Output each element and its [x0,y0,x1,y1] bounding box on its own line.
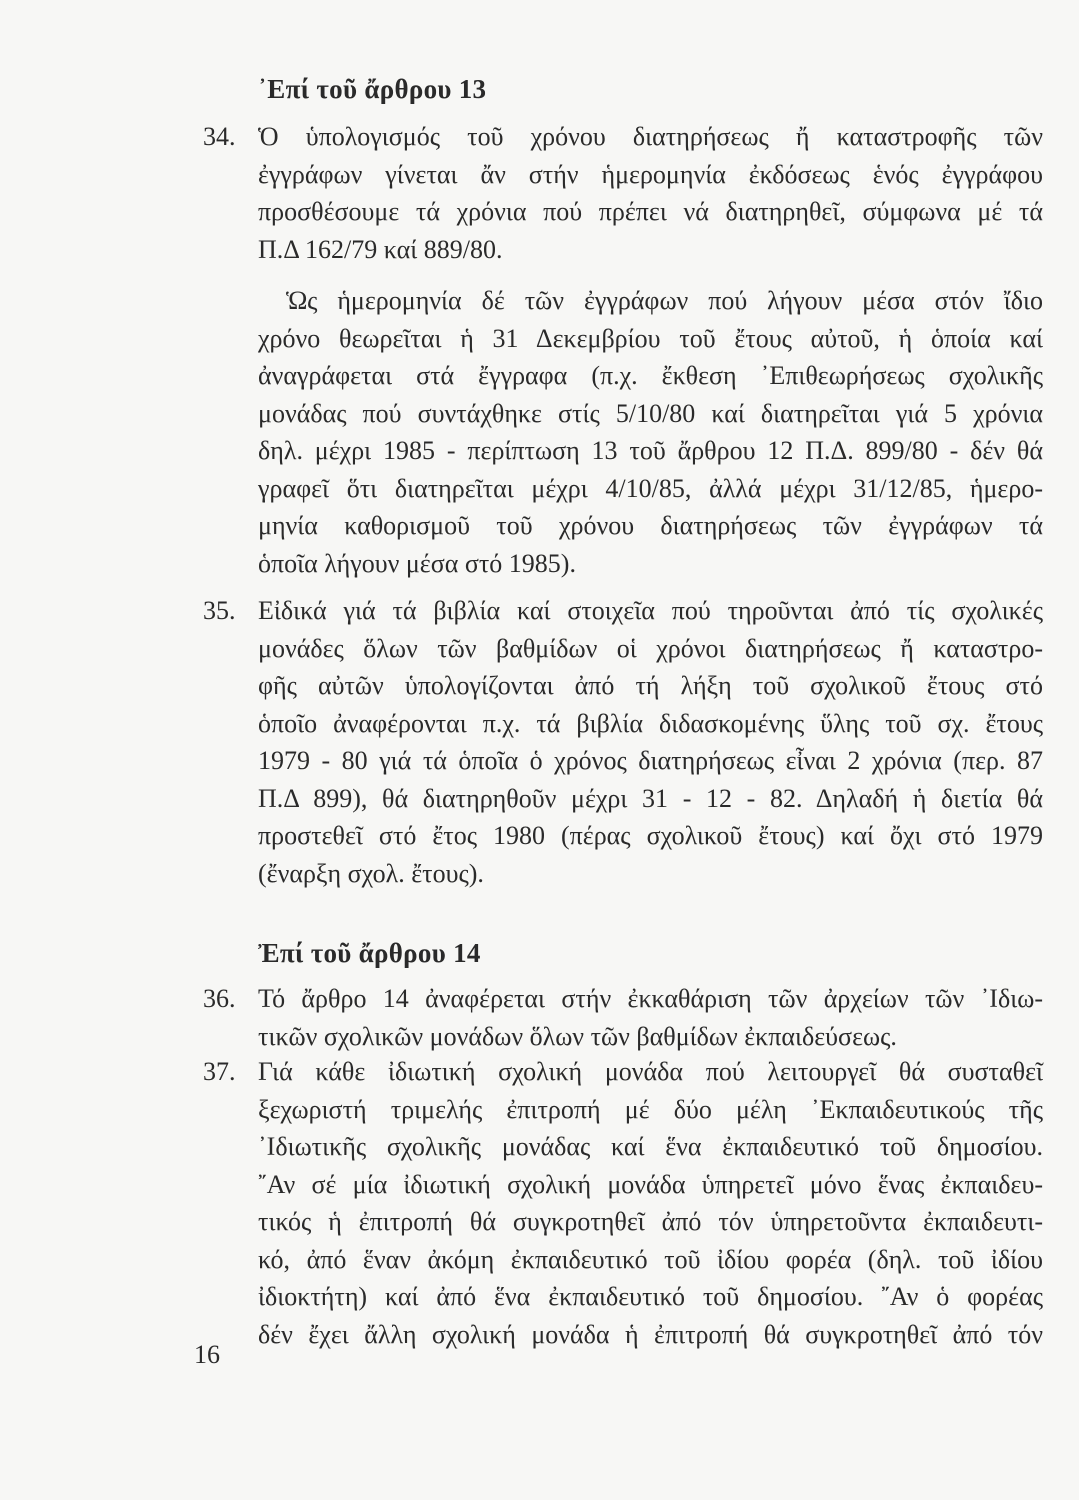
text-line: ὁποῖο ἀναφέρονται π.χ. τά βιβλία διδασκομένης ὕλης τοῦ σχ. ἔτους [258,708,1043,738]
text-line: δηλ. μέχρι 1985 - περίπτωση 13 τοῦ ἄρθρου 12 Π.Δ. 899/80 - δέν θά [258,436,1043,465]
text-line: Π.Δ 899), θά διατηρηθοῦν μέχρι 31 - 12 - 82. Δηλαδή ἡ διετία θά [258,783,1043,813]
paragraph-number: 36. [203,984,236,1013]
text-line: ξεχωριστή τριμελής ἐπιτροπή μέ δύο μέλη ᾿Εκπαιδευτικούς τῆς [258,1094,1043,1124]
text-line: τικῶν σχολικῶν μονάδων ὅλων τῶν βαθμίδων ἐκπαιδεύσεως. [258,1021,897,1051]
paragraph-36 [203,980,1043,1055]
text-line: δέν ἔχει ἄλλη σχολική μονάδα ἡ ἐπιτροπή θά συγκροτηθεῖ ἀπό τόν [258,1319,1043,1349]
paragraph-number: 37. [203,1057,236,1086]
text-line: ὁποῖα λήγουν μέσα στό 1985). [258,548,576,578]
text-line: χρόνο θεωρεῖται ἡ 31 Δεκεμβρίου τοῦ ἔτους αὐτοῦ, ἡ ὁποία καί [258,323,1043,353]
page-number: 16 [194,1340,220,1369]
paragraph-37 [203,1053,1043,1353]
text-line: 1979 - 80 γιά τά ὁποῖα ὁ χρόνος διατηρήσεως εἶναι 2 χρόνια (περ. 87 [258,746,1043,775]
text-line: τικός ἡ ἐπιτροπή θά συγκροτηθεῖ ἀπό τόν ὑπηρετοῦντα ἐκπαιδευτι- [258,1207,1043,1236]
paragraph-34-continuation [258,282,1043,582]
text-line: Ὡς ἡμερομηνία δέ τῶν ἐγγράφων πού λήγουν μέσα στόν ἴδιο [286,286,1043,315]
paragraph-34 [203,118,1043,268]
section-heading-article-13: ᾿Επί τοῦ ἄρθρου 13 [258,74,487,104]
text-line: Εἰδικά γιά τά βιβλία καί στοιχεῖα πού τηροῦνται ἀπό τίς σχολικές [258,596,1043,625]
text-line: μονάδες ὅλων τῶν βαθμίδων οἱ χρόνοι διατηρήσεως ἤ καταστρο- [258,633,1043,663]
text-line: Ὁ ὑπολογισμός τοῦ χρόνου διατηρήσεως ἤ καταστροφῆς τῶν [258,122,1043,151]
paragraph-35 [203,592,1043,892]
text-line: φῆς αὐτῶν ὑπολογίζονται ἀπό τή λήξη τοῦ σχολικοῦ ἔτους στό [258,671,1043,700]
text-line: ᾿Ιδιωτικῆς σχολικῆς μονάδας καί ἕνα ἐκπαιδευτικό τοῦ δημοσίου. [258,1132,1043,1161]
text-line: ἐγγράφων γίνεται ἄν στήν ἡμερομηνία ἐκδόσεως ἑνός ἐγγράφου [258,159,1043,189]
section-heading-article-14: Ἐπί τοῦ ἄρθρου 14 [258,938,481,968]
text-line: γραφεῖ ὅτι διατηρεῖται μέχρι 4/10/85, ἀλλά μέχρι 31/12/85, ἡμερο- [258,473,1043,503]
text-line: Γιά κάθε ἰδιωτική σχολική μονάδα πού λειτουργεῖ θά συσταθεῖ [258,1057,1043,1086]
text-line: Π.Δ 162/79 καί 889/80. [258,234,503,264]
text-line: ἀναγράφεται στά ἔγγραφα (π.χ. ἔκθεση ᾿Επιθεωρήσεως σχολικῆς [258,361,1043,390]
text-line: ἰδιοκτήτη) καί ἀπό ἕνα ἐκπαιδευτικό τοῦ δημοσίου. ῎Αν ὁ φορέας [258,1282,1043,1311]
text-line: κό, ἀπό ἕναν ἀκόμη ἐκπαιδευτικό τοῦ ἰδίου φορέα (δηλ. τοῦ ἰδίου [258,1244,1043,1274]
text-line: προστεθεῖ στό ἔτος 1980 (πέρας σχολικοῦ ἔτους) καί ὄχι στό 1979 [258,821,1043,850]
text-line: (ἔναρξη σχολ. ἔτους). [258,858,484,888]
text-line: μονάδας πού συντάχθηκε στίς 5/10/80 καί διατηρεῖται γιά 5 χρόνια [258,398,1043,428]
paragraph-number: 35. [203,596,236,625]
text-line: ῎Αν σέ μία ἰδιωτική σχολική μονάδα ὑπηρετεῖ μόνο ἕνας ἐκπαιδευ- [258,1169,1043,1199]
paragraph-number: 34. [203,122,236,151]
text-line: Τό ἄρθρο 14 ἀναφέρεται στήν ἐκκαθάριση τῶν ἀρχείων τῶν ᾿Ιδιω- [258,984,1043,1013]
text-line: προσθέσουμε τά χρόνια πού πρέπει νά διατηρηθεῖ, σύμφωνα μέ τά [258,197,1043,226]
text-line: μηνία καθορισμοῦ τοῦ χρόνου διατηρήσεως τῶν ἐγγράφων τά [258,511,1043,540]
